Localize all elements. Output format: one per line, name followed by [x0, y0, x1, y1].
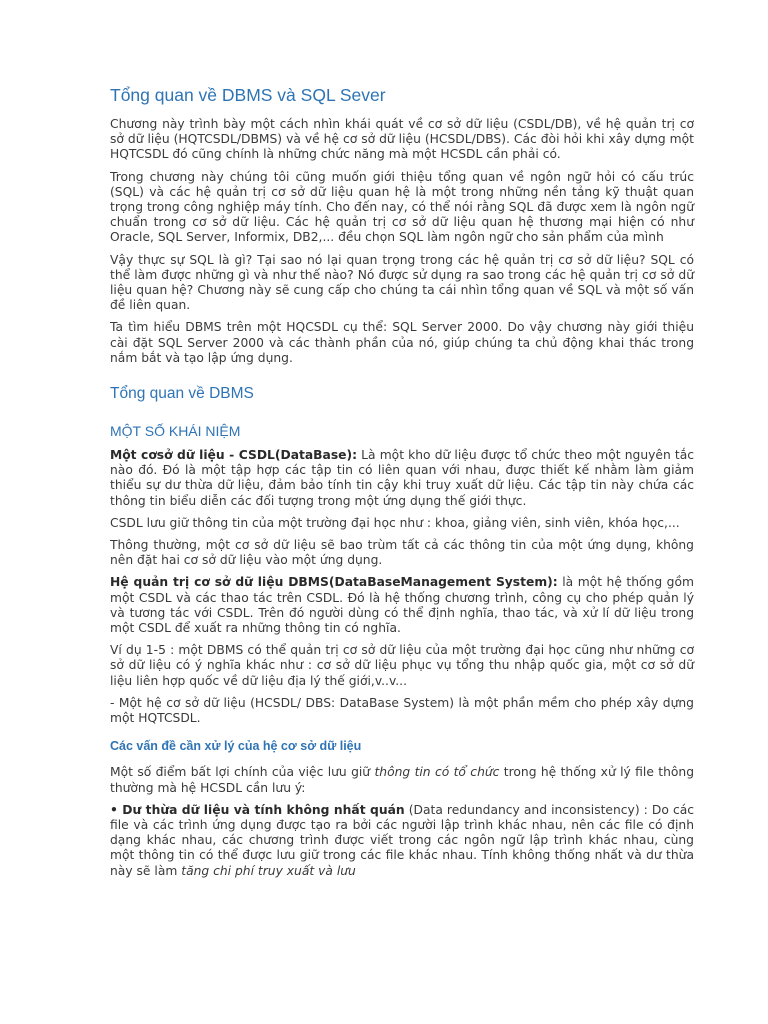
csdl-term: Một cơsở dữ liệu - CSDL(DataBase): — [110, 448, 358, 463]
hcsdl-paragraph: - Một hệ cơ sở dữ liệu (HCSDL/ DBS: DataBase System) là một phần mềm cho phép xây dựng một HQTCSDL. — [110, 695, 694, 726]
section-heading: Tổng quan về DBMS — [110, 385, 254, 403]
bullet-italic: tăng chi phí truy xuất và lưu — [181, 863, 356, 878]
csdl-definition-text: Là một kho dữ liệu được tổ chức theo một nguyên tắc nào đó. Đó là một tập hợp các tập tin có liên quan với nhau, được thiết kế nhằm làm giảm thiểu sự dư thừa dữ liệu, đảm bảo tính tin cậy khi truy xuất dữ liệu. Các tập tin này chứa các thông tin biểu diễn các đối tượng trong một ứng dụng thế giới thực. — [110, 448, 695, 508]
intro-paragraph-2: Trong chương này chúng tôi cũng muốn giới thiệu tổng quan về ngôn ngữ hỏi có cấu trúc (SQL) và các hệ quản trị cơ sở dữ liệu quan hệ là một trong những nền tảng kỹ thuật quan trọng trong công nghiệp máy tính. Cho đến nay, có thể nói rằng SQL đã được xem là ngôn ngữ chuẩn trong cơ sở dữ liệu. Các hệ quản trị cơ sở dữ liệu quan hệ thương mại hiện có như Oracle, SQL Server, Informix, DB2,... đều chọn SQL làm ngôn ngữ cho sản phẩm của mình — [110, 169, 694, 245]
issues-heading: Các vấn đề cần xử lý của hệ cơ sở dữ liệu — [110, 739, 362, 754]
dbms-definition-text: là một hệ thống gồm một CSDL và các thao tác trên CSDL. Đó là hệ thống chương trình, công cụ cho phép quản lý và tương tác với CSDL. Trên đó người dùng có thể định nghĩa, thao tác, và xử lí dữ liệu trong một CSDL để xuất ra những thông tin có nghĩa. — [110, 575, 694, 636]
dbms-definition — [110, 575, 694, 636]
document-page — [110, 82, 694, 886]
dbms-term: Hệ quản trị cơ sở dữ liệu DBMS(DataBaseManagement System): — [110, 575, 558, 590]
bullet-data-redundancy — [110, 803, 694, 879]
intro-paragraph-3: Vậy thực sự SQL là gì? Tại sao nó lại quan trọng trong các hệ quản trị cơ sở dữ liệu? SQL có thể làm được những gì và như thế nào? Nó được sử dụng ra sao trong các hệ quản trị cơ sở dữ liệu quan hệ? Chương này sẽ cung cấp cho chúng ta cái nhìn tổng quan về SQL và một số vấn đề liên quan. — [110, 252, 694, 313]
subsection-heading: MỘT SỐ KHÁI NIỆM — [110, 423, 241, 440]
issues-intro — [110, 765, 694, 795]
csdl-definition — [110, 448, 694, 509]
bullet-text: (Data redundancy and inconsistency) : Do các file và các trình ứng dụng được tạo ra bởi các người lập trình khác nhau, nên các file có định dạng khác nhau, các chương trình được viết trong các ngôn ngữ lập trình khác nhau, cùng một thông tin có thể được lưu giữ trong các file khác nhau. Tính không thống nhất và dư thừa này sẽ làm — [110, 802, 694, 878]
intro-paragraph-4: Ta tìm hiểu DBMS trên một HQCSDL cụ thể: SQL Server 2000. Do vậy chương này giới thiệu cài đặt SQL Server 2000 và các thành phần của nó, giúp chúng ta chủ động khai thác trong nắm bắt và tạo lập ứng dụng. — [110, 320, 694, 365]
issues-intro-after: trong hệ thống xử lý file thông thường mà hệ HCSDL cần lưu ý: — [110, 765, 694, 795]
document-title: Tổng quan về DBMS và SQL Sever — [110, 85, 386, 105]
csdl-example: CSDL lưu giữ thông tin của một trường đại học như : khoa, giảng viên, sinh viên, khóa học,... — [110, 515, 680, 530]
csdl-note: Thông thường, một cơ sở dữ liệu sẽ bao trùm tất cả các thông tin của một ứng dụng, không nên đặt hai cơ sở dữ liệu vào một ứng dụng. — [110, 538, 694, 568]
issues-intro-before: Một số điểm bất lợi chính của việc lưu giữ — [110, 765, 375, 780]
bullet-term: • Dư thừa dữ liệu và tính không nhất quán — [110, 802, 405, 817]
issues-intro-italic: thông tin có tổ chức — [374, 765, 500, 780]
intro-paragraph-1: Chương này trình bày một cách nhìn khái quát về cơ sở dữ liệu (CSDL/DB), về hệ quản trị cơ sở dữ liệu (HQTCSDL/DBMS) và về hệ cơ sở dữ liệu (HCSDL/DBS). Các đòi hỏi khi xây dựng một HQTCSDL đó cũng chính là những chức năng mà một HCSDL cần phải có. — [110, 117, 694, 162]
dbms-example: Ví dụ 1-5 : một DBMS có thể quản trị cơ sở dữ liệu của một trường đại học cũng như những cơ sở dữ liệu có ý nghĩa khác như : cơ sở dữ liệu phục vụ tổng thu nhập quốc gia, một cơ sở dữ liệu liên hợp quốc về dữ liệu địa lý thế giới,v..v... — [110, 643, 694, 688]
